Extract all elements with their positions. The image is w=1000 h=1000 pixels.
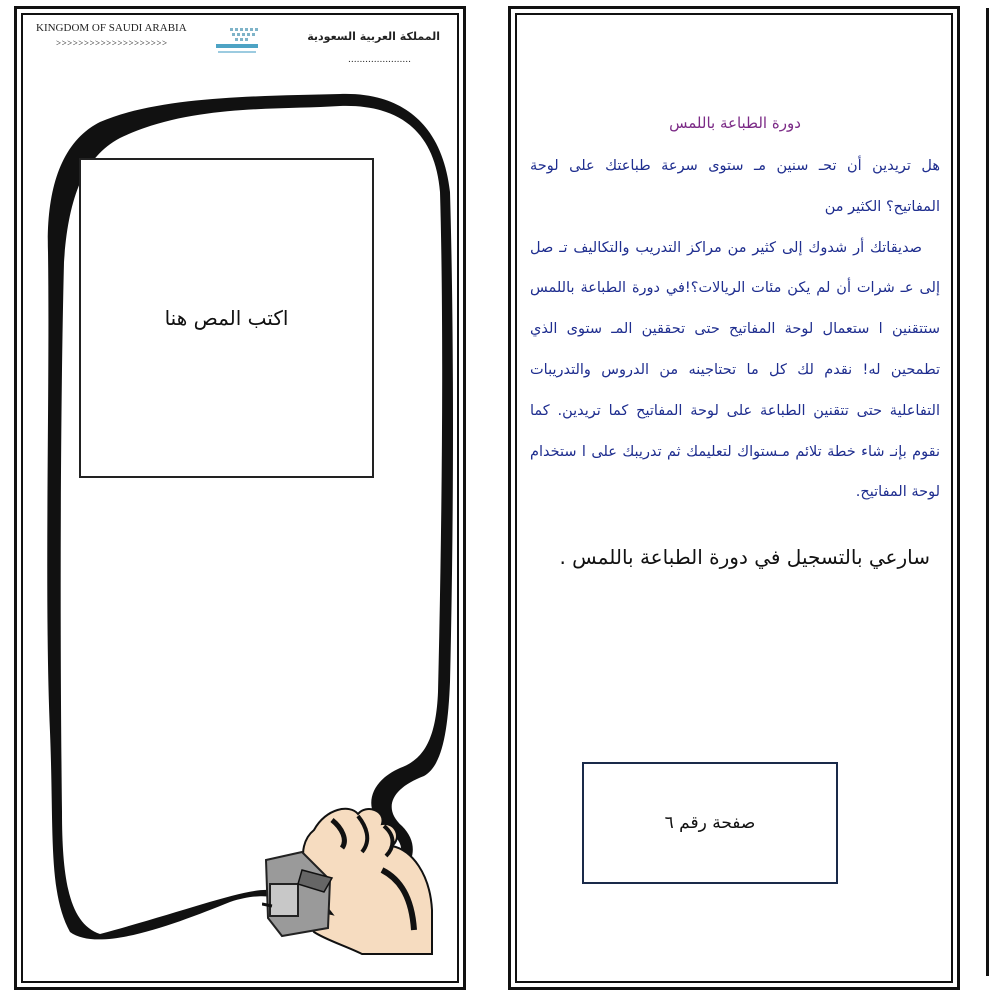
header-country-ar: المملكة العربية السعودية — [307, 30, 440, 43]
page-number-label: صفحة رقم ٦ — [664, 813, 756, 833]
description-paragraph-1: هل تريدين أن تحـ سنين مـ ستوى سرعة طباعتك على لوحة المفاتيح؟ الكثير من — [530, 158, 940, 215]
hand-stapler-icon — [262, 800, 434, 956]
page-number-box — [582, 762, 838, 884]
header-arrows: >>>>>>>>>>>>>>>>>>>> — [56, 38, 168, 48]
description-paragraph-2: صديقاتك أر شدوك إلى كثير من مراكز التدريب والتكاليف تـ صل إلى عـ شرات أن لم يكن مئات الريالات؟!في دورة الطباعة باللمس ستتقنين ا ستعمال لوحة المفاتيح حتى تحققين المـ ستوى الذي تطمحين له! نقدم لك كل ما تحتاجينه من الدروس والتدريبات التفاعلية حتى تتقنين الطباعة على لوحة المفاتيح كما تريدين. كما نقوم بإنـ شاء خطة تلائم مـستواك لتعليمك ثم تدريبك على ا ستخدام لوحة المفاتيح. — [530, 239, 940, 501]
call-to-action: سارعي بالتسجيل في دورة الطباعة باللمس . — [559, 545, 930, 569]
text-placeholder-box — [79, 158, 374, 478]
header-dots: ...................... — [348, 55, 411, 65]
header-country-en: KINGDOM OF SAUDI ARABIA — [36, 22, 187, 34]
ministry-logo-icon — [212, 24, 276, 60]
next-page-edge — [986, 8, 989, 976]
course-title: دورة الطباعة باللمس — [669, 114, 801, 132]
text-placeholder: اكتب المص هنا — [164, 306, 289, 330]
course-description — [530, 146, 940, 513]
